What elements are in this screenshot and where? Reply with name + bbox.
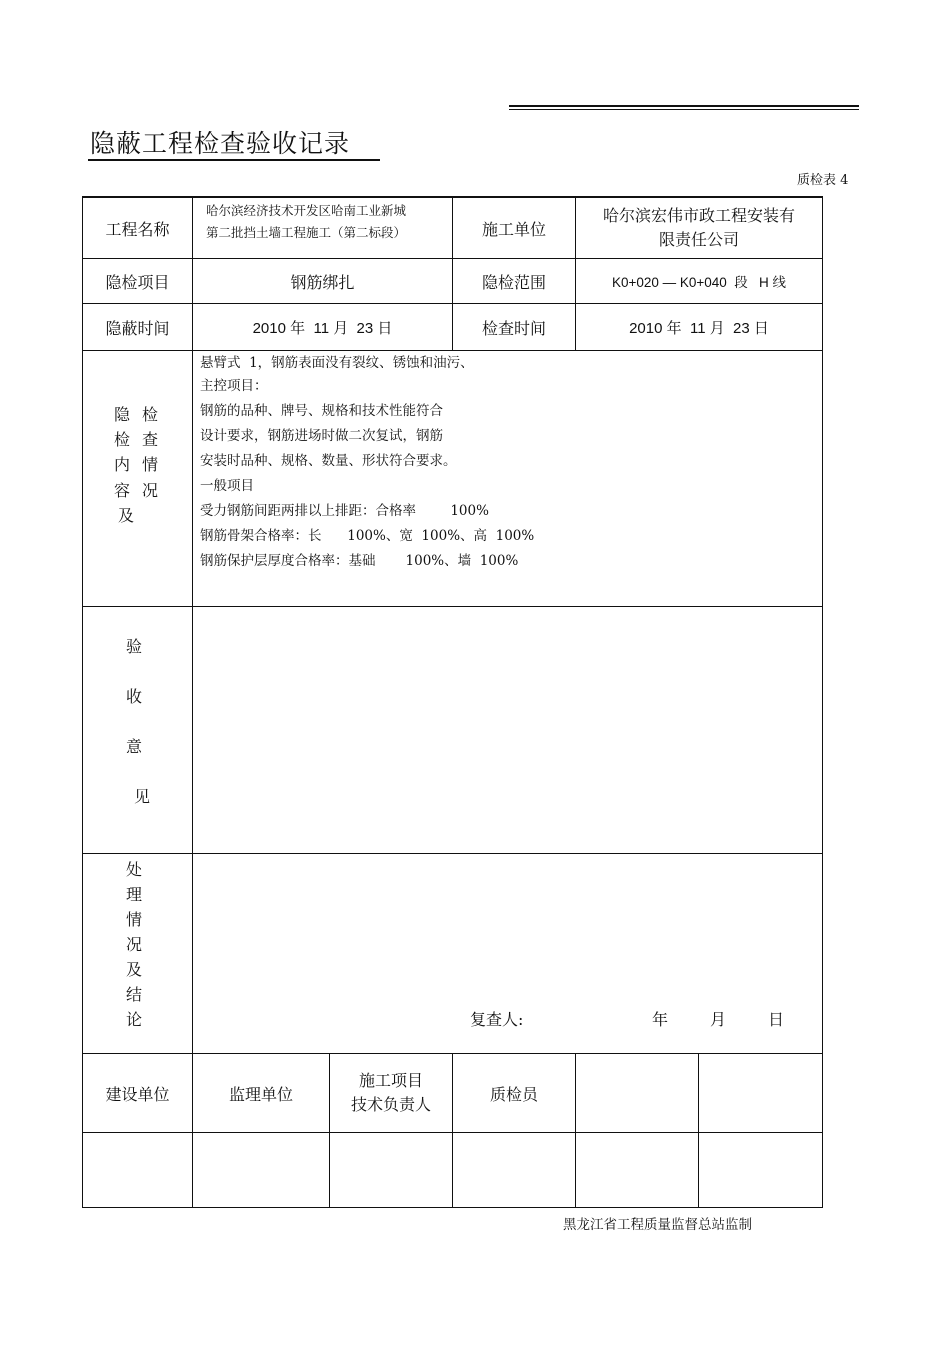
content-line: 钢筋的品种、牌号、规格和技术性能符合: [200, 403, 443, 419]
signature-header-blank: [576, 1054, 698, 1132]
content-line: 悬臂式 1，钢筋表面没有裂纹、锈蚀和油污、: [200, 355, 474, 371]
table-border-right: [822, 196, 823, 1208]
project-name-value: [206, 200, 450, 256]
label-char: 况: [142, 481, 159, 500]
inspection-range-label: 隐检范围: [481, 272, 546, 292]
signature-header-blank: [699, 1054, 822, 1132]
label-char: 况: [126, 935, 143, 954]
label-char: 隐: [114, 405, 131, 424]
inspector-label: 质检员: [489, 1084, 538, 1104]
label-char: 见: [134, 787, 151, 806]
project-name-label: 工程名称: [105, 219, 170, 239]
row-divider: [82, 350, 823, 351]
review-year-label: 年: [652, 1010, 669, 1029]
review-day-label: 日: [768, 1010, 785, 1029]
header-rule-top: [509, 105, 859, 107]
contractor-value: [576, 198, 822, 258]
content-line: 设计要求，钢筋进场时做二次复试，钢筋: [200, 428, 443, 444]
check-time-value: 2010 年 11 月 23 日: [629, 319, 769, 337]
header-rule-bottom: [509, 109, 859, 110]
label-char: 处: [126, 860, 143, 879]
tech-lead-signature-field[interactable]: [330, 1133, 452, 1207]
review-month-label: 月: [710, 1010, 727, 1029]
reviewer-label: 复查人:: [470, 1010, 524, 1029]
page-title: 隐蔽工程检查验收记录: [90, 129, 351, 158]
owner-unit-label: 建设单位: [105, 1084, 170, 1104]
inspection-item-label: 隐检项目: [105, 272, 170, 292]
content-line: 安装时品种、规格、数量、形状符合要求。: [200, 453, 457, 469]
label-char: 检: [142, 405, 159, 424]
contractor-line-2: 限责任公司: [658, 230, 739, 249]
inspector-signature-field[interactable]: [453, 1133, 575, 1207]
content-line: 主控项目：: [200, 378, 268, 394]
label-char: 理: [126, 885, 143, 904]
handling-conclusion-field[interactable]: [193, 854, 822, 994]
content-line: 受力钢筋间距两排以上排距：合格率 100%: [200, 503, 489, 519]
form-number: 质检表 4: [797, 173, 849, 188]
concealed-time-label: 隐蔽时间: [105, 318, 170, 338]
owner-signature-field[interactable]: [83, 1133, 192, 1207]
acceptance-opinion-field[interactable]: [193, 607, 822, 853]
concealed-time-value: 2010 年 11 月 23 日: [252, 319, 393, 337]
supervisor-unit-label: 监理单位: [228, 1084, 293, 1104]
content-line: 钢筋保护层厚度合格率：基础 100%、墙 100%: [200, 553, 519, 569]
label-char: 情: [142, 455, 159, 474]
tech-lead-line-1: 施工项目: [358, 1071, 423, 1090]
label-char: 内: [114, 455, 131, 474]
label-char: 收: [126, 687, 143, 706]
label-char: 论: [126, 1010, 143, 1029]
label-char: 查: [142, 430, 159, 449]
signature-field[interactable]: [699, 1133, 822, 1207]
project-name-line-1: 哈尔滨经济技术开发区哈南工业新城: [206, 203, 407, 218]
title-underline: [88, 159, 380, 161]
content-line: 钢筋骨架合格率：长 100%、宽 100%、高 100%: [200, 528, 535, 544]
inspection-item-value: 钢筋绑扎: [290, 272, 355, 292]
label-char: 及: [126, 960, 143, 979]
content-line: 一般项目: [200, 478, 254, 494]
inspection-range-value: K0+020 — K0+040 段 H 线: [611, 275, 787, 290]
project-name-line-2: 第二批挡土墙工程施工（第二标段）: [206, 225, 407, 240]
label-char: 情: [126, 910, 143, 929]
label-char: 意: [126, 737, 143, 756]
signature-field[interactable]: [576, 1133, 698, 1207]
label-char: 结: [126, 985, 143, 1004]
contractor-label: 施工单位: [481, 219, 546, 239]
label-char: 及: [118, 506, 135, 525]
supervisor-signature-field[interactable]: [193, 1133, 329, 1207]
label-char: 验: [126, 637, 143, 656]
contractor-line-1: 哈尔滨宏伟市政工程安装有: [602, 206, 795, 225]
tech-lead-label: [330, 1054, 452, 1132]
label-char: 容: [114, 481, 131, 500]
tech-lead-line-2: 技术负责人: [350, 1095, 431, 1114]
footer-issuer: 黑龙江省工程质量监督总站监制: [563, 1217, 752, 1233]
label-char: 检: [114, 430, 131, 449]
check-time-label: 检查时间: [481, 318, 546, 338]
